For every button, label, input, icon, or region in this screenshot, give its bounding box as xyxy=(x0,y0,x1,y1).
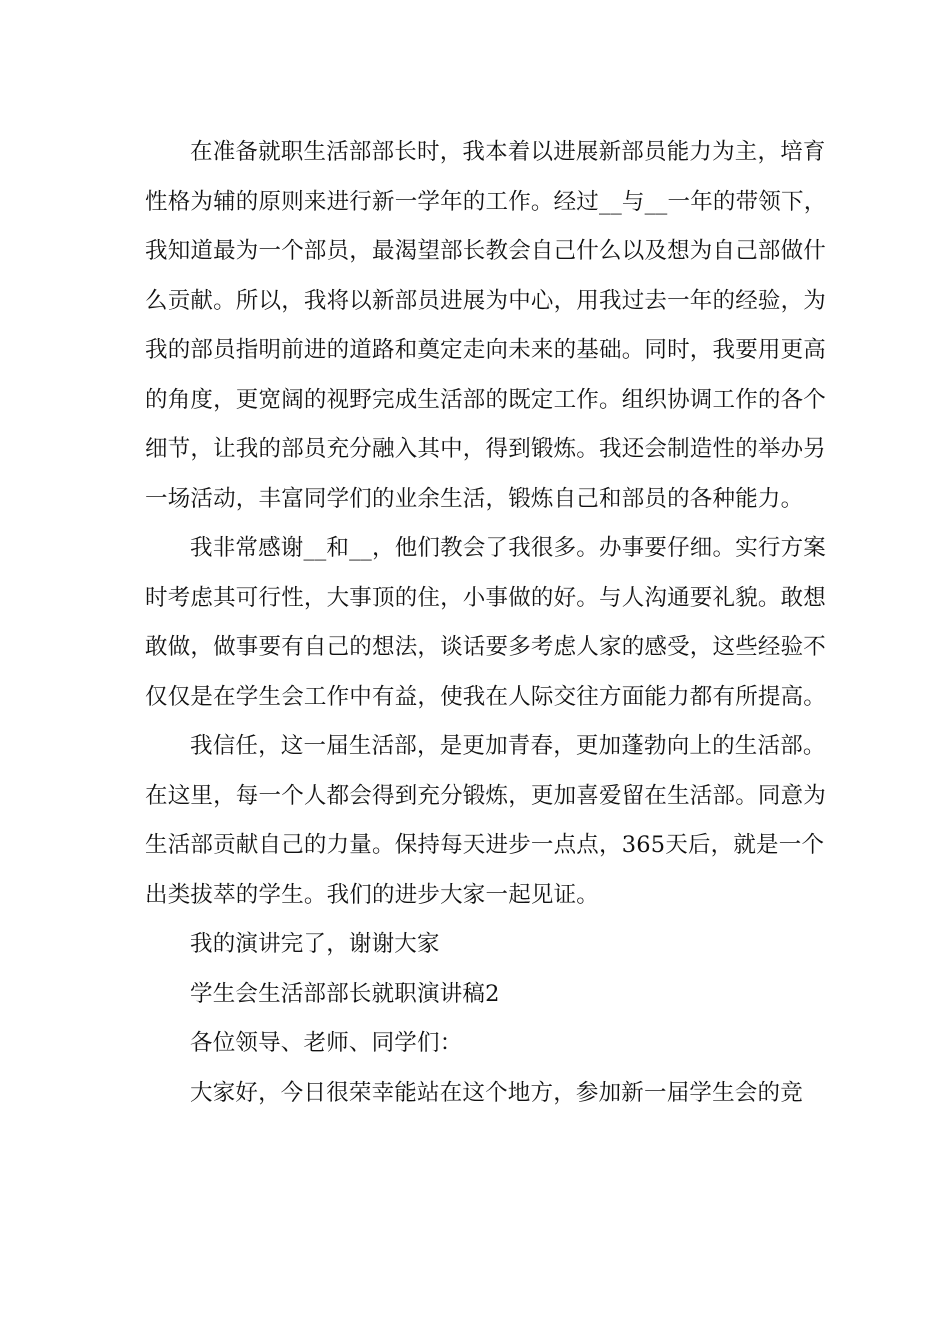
paragraph-thanks: 我非常感谢__和__，他们教会了我很多。办事要仔细。实行方案时考虑其可行性，大事顶的住，小事做的好。与人沟通要礼貌。敢想敢做，做事要有自己的想法，谈话要多考虑人家的感受，这些经验不仅仅是在学生会工作中有益，使我在人际交往方面能力都有所提高。 xyxy=(145,535,827,710)
paragraph-belief: 我信任，这一届生活部，是更加青春，更加蓬勃向上的生活部。在这里，每一个人都会得到充分锻炼，更加喜爱留在生活部。同意为生活部贡献自己的力量。保持每天进步一点点，365天后，就是一个出类拔萃的学生。我们的进步大家一起见证。 xyxy=(145,733,827,908)
document-body xyxy=(145,128,835,1118)
salutation: 各位领导、老师、同学们： xyxy=(190,1030,463,1056)
paragraph-intro: 在准备就职生活部部长时，我本着以进展新部员能力为主，培育性格为辅的原则来进行新一学年的工作。经过__与__一年的带领下，我知道最为一个部员，最渴望部长教会自己什么以及想为自己部做什么贡献。所以，我将以新部员进展为中心，用我过去一年的经验，为我的部员指明前进的道路和奠定走向未来的基础。同时，我要用更高的角度，更宽阔的视野完成生活部的既定工作。组织协调工作的各个细节，让我的部员充分融入其中，得到锻炼。我还会制造性的举办另一场活动，丰富同学们的业余生活，锻炼自己和部员的各种能力。 xyxy=(145,139,827,512)
paragraph-opening: 大家好，今日很荣幸能站在这个地方，参加新一届学生会的竞 xyxy=(190,1079,803,1106)
paragraph-closing: 我的演讲完了，谢谢大家 xyxy=(190,931,440,957)
section-title: 学生会生活部部长就职演讲稿2 xyxy=(190,980,500,1007)
